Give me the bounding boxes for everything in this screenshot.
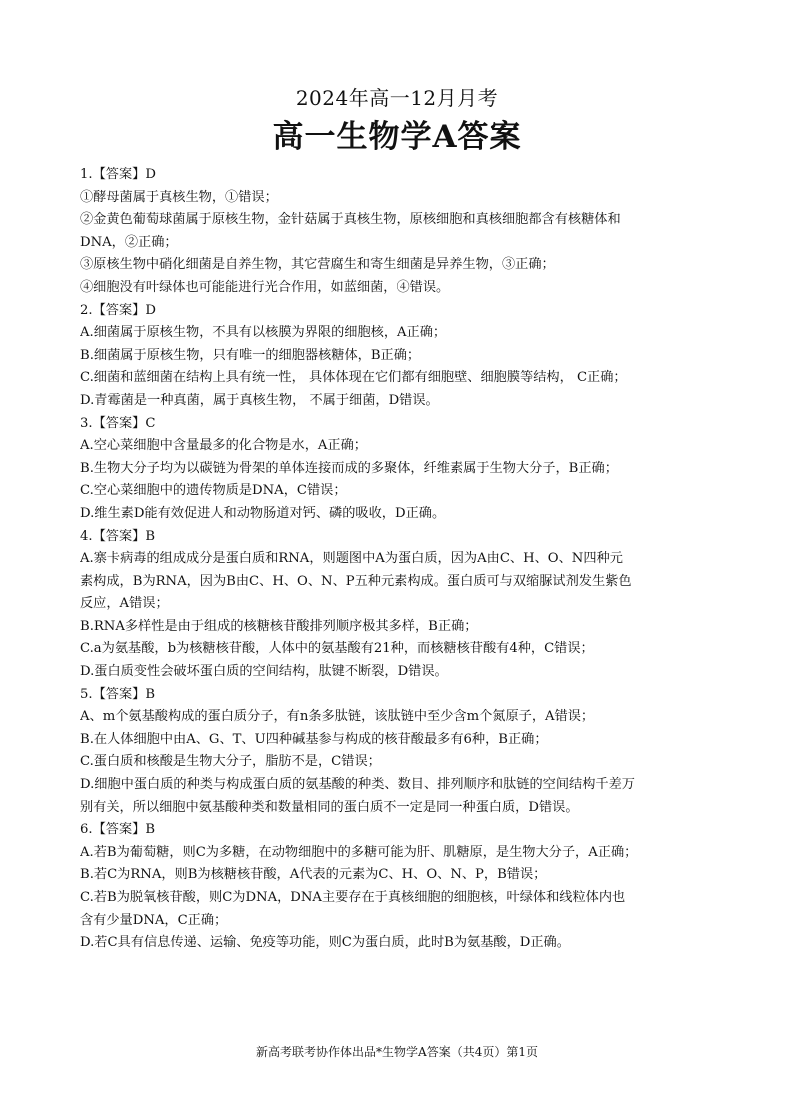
question-5 [80,684,722,820]
explanation-line: A.寨卡病毒的组成成分是蛋白质和RNA，则题图中A为蛋白质，因为A由C、H、O、N四种元 [80,551,623,567]
explanation-line: D.蛋白质变性会破坏蛋白质的空间结构，肽键不断裂，D错误。 [80,664,448,680]
explanation-line: A.细菌属于原核生物，不具有以核膜为界限的细胞核，A正确； [80,325,447,341]
explanation-line: 反应，A错误； [80,596,169,612]
explanation-line: B.在人体细胞中由A、G、T、U四种碱基参与构成的核苷酸最多有6种，B正确； [80,731,548,747]
explanation-line: D.青霉菌是一种真菌，属于真核生物， 不属于细菌，D错误。 [80,392,439,408]
explanation-line: B.若C为RNA，则B为核糖核苷酸，A代表的元素为C、H、O、N、P，B错误； [80,867,547,883]
explanation-line: ③原核生物中硝化细菌是自养生物，其它营腐生和寄生细菌是异养生物，③正确； [80,257,555,273]
explanation-line: 素构成，B为RNA，因为B由C、H、O、N、P五种元素构成。蛋白质可与双缩脲试剂发生紫色 [80,573,632,589]
answer-key: 1.【答案】D [80,167,156,182]
explanation-line: C.蛋白质和核酸是生物大分子，脂肪不是，C错误； [80,754,381,770]
explanation-line: C.a为氨基酸，b为核糖核苷酸，人体中的氨基酸有21种，而核糖核苷酸有4种，C错误； [80,641,594,657]
page-footer: 新高考联考协作体出品*生物学A答案（共4页）第1页 [256,1045,538,1059]
explanation-line: B.细菌属于原核生物，只有唯一的细胞器核糖体，B正确； [80,347,421,363]
explanation-line: A、m个氨基酸构成的蛋白质分子，有n条多肽链，该肽链中至少含m个氮原子，A错误； [80,709,595,725]
question-1 [80,164,722,300]
explanation-line: B.生物大分子均为以碳链为骨架的单体连接而成的多聚体，纤维素属于生物大分子，B正确； [80,460,618,476]
answer-key: 4.【答案】B [80,528,156,544]
explanation-line: C.若B为脱氧核苷酸，则C为DNA，DNA主要存在于真核细胞的细胞核，叶绿体和线粒体内也 [80,890,626,905]
explanation-line: A.空心菜细胞中含量最多的化合物是水，A正确； [80,438,367,454]
answer-key: 5.【答案】B [80,686,156,702]
explanation-line: ②金黄色葡萄球菌属于原核生物，金针菇属于真核生物，原核细胞和真核细胞都含有核糖体和 [80,212,621,228]
explanation-line: B.RNA多样性是由于组成的核糖核苷酸排列顺序极其多样，B正确； [80,618,478,634]
explanation-line: D.维生素D能有效促进人和动物肠道对钙、磷的吸收，D正确。 [80,505,446,521]
explanation-line: 别有关，所以细胞中氨基酸种类和数量相同的蛋白质不一定是同一种蛋白质，D错误。 [80,799,579,815]
question-4 [80,526,722,684]
page-title: 高一生物学A答案 [272,119,522,155]
explanation-line: 含有少量DNA，C正确； [80,912,228,928]
explanation-line: C.细菌和蓝细菌在结构上具有统一性， 具体体现在它们都有细胞壁、细胞膜等结构， C正确； [80,370,627,386]
page-header [0,84,794,158]
explanation-line: ①酵母菌属于真核生物，①错误； [80,189,278,205]
answer-content [80,164,722,955]
answer-key: 2.【答案】D [80,302,156,318]
answer-key: 6.【答案】B [80,822,156,838]
explanation-line: ④细胞没有叶绿体也可能能进行光合作用，如蓝细菌，④错误。 [80,279,450,295]
question-2 [80,300,722,413]
explanation-line: DNA，②正确； [80,234,178,250]
explanation-line: C.空心菜细胞中的遗传物质是DNA，C错误； [80,483,347,499]
question-6 [80,819,722,955]
exam-title: 2024年高一12月月考 [295,86,499,110]
explanation-line: A.若B为葡萄糖，则C为多糖，在动物细胞中的多糖可能为肝、肌糖原，是生物大分子，A正确； [80,844,638,860]
explanation-line: D.若C具有信息传递、运输、免疫等功能，则C为蛋白质，此时B为氨基酸，D正确。 [80,935,570,951]
explanation-line: D.细胞中蛋白质的种类与构成蛋白质的氨基酸的种类、数目、排列顺序和肽链的空间结构千差万 [80,777,635,793]
question-3 [80,413,722,526]
answer-key: 3.【答案】C [80,415,156,431]
